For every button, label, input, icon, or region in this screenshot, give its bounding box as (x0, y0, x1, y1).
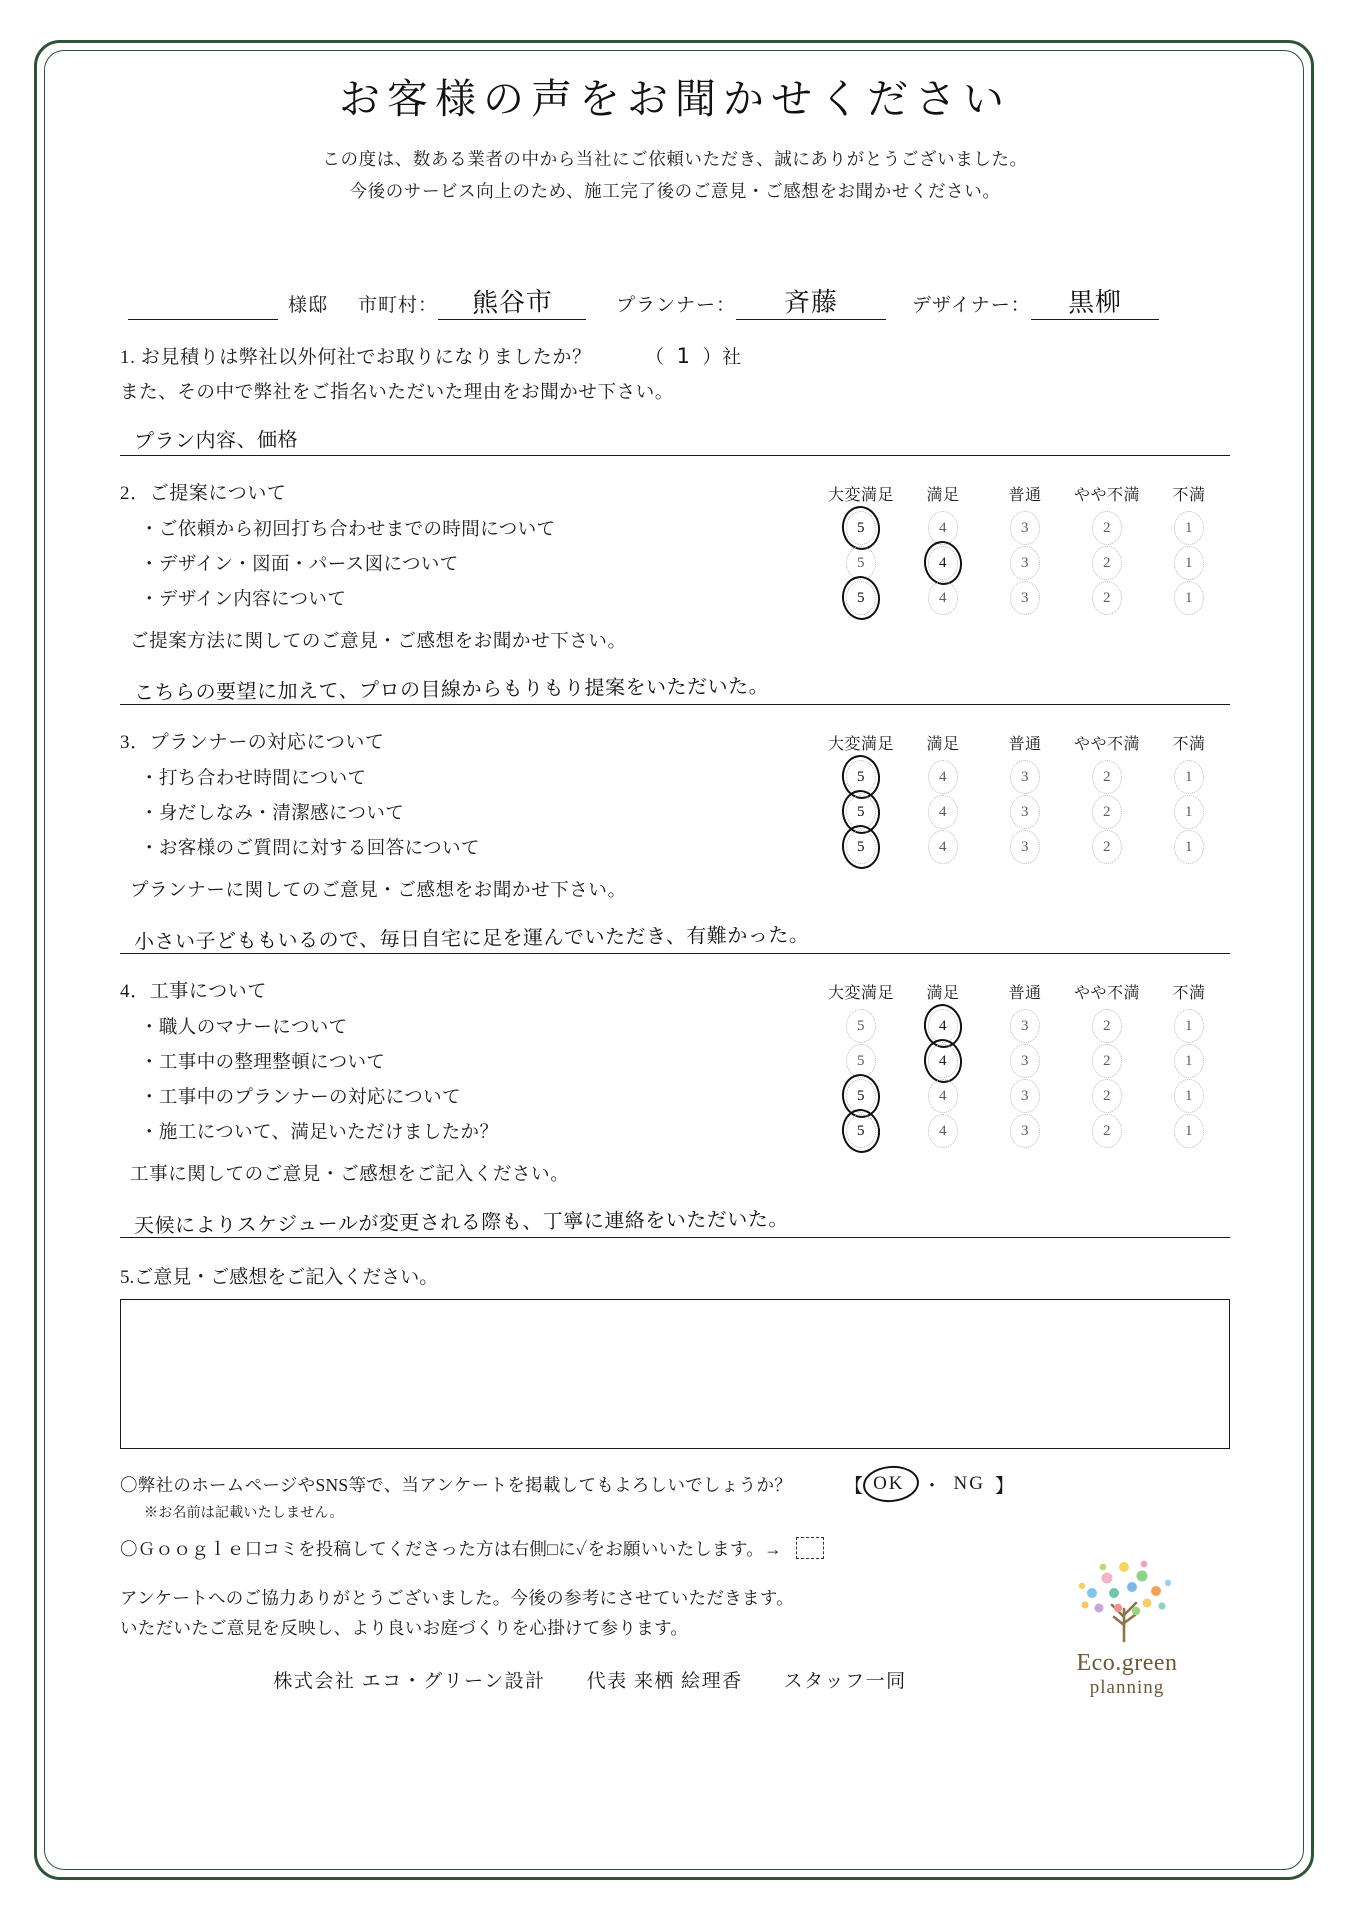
rating-option-4[interactable]: 4 (902, 1114, 984, 1148)
publish-option-ok[interactable] (865, 1473, 912, 1495)
table-row (120, 1114, 1230, 1149)
city-input[interactable] (438, 282, 586, 320)
rating-option-3[interactable]: 3 (984, 1079, 1066, 1113)
table-row (120, 1079, 1230, 1114)
rating-option-5[interactable]: 5 (820, 546, 902, 580)
city-value: 熊谷市 (471, 286, 553, 319)
question-4-scale-headers (820, 980, 1230, 1003)
question-3-row-1-label: ・身だしなみ・清潔感について (140, 804, 405, 825)
form-footer (120, 1471, 1230, 1698)
rating-option-5[interactable]: 5 (820, 1079, 902, 1113)
google-review-label: 〇Ｇｏｏｇｌｅ口コミを投稿してくださった方は右側□に✓をお願いいたします。→ (120, 1538, 782, 1559)
scale-header-4: 不満 (1172, 735, 1206, 753)
publish-consent-label: 〇弊社のホームページやSNS等で、当アンケートを掲載してもよろしいでしょうか？ (120, 1474, 793, 1495)
rating-option-5[interactable]: 5 (820, 1044, 902, 1078)
question-4-answer-input[interactable] (120, 1194, 1230, 1238)
rating-option-4[interactable]: 4 (902, 830, 984, 864)
rating-option-2[interactable]: 2 (1066, 760, 1148, 794)
rating-option-1[interactable]: 1 (1148, 1114, 1230, 1148)
paren-open: （ (644, 346, 665, 368)
rating-option-1[interactable]: 1 (1148, 511, 1230, 545)
rating-option-1[interactable]: 1 (1148, 1009, 1230, 1043)
company-signature: 株式会社 エコ・グリーン設計 代表 来栖 絵理香 スタッフ一同 (273, 1671, 907, 1692)
question-5-textarea[interactable] (120, 1299, 1230, 1449)
question-4-answer-value: 天候によりスケジュールが変更される際も、丁寧に連絡をいただいた。 (133, 1206, 789, 1238)
question-3-row-2-label: ・お客様のご質問に対する回答について (140, 839, 480, 860)
question-2 (120, 478, 1230, 705)
google-review-checkbox[interactable] (796, 1537, 824, 1559)
rating-option-4[interactable]: 4 (902, 1009, 984, 1043)
scale-header-1: 満足 (926, 735, 960, 753)
rating-option-2[interactable]: 2 (1066, 511, 1148, 545)
scale-header-2: 普通 (1008, 984, 1042, 1002)
question-3-prompt: プランナーに関してのご意見・ご感想をお聞かせ下さい。 (130, 880, 627, 901)
question-3-row-2-options (820, 830, 1230, 864)
planner-field[interactable] (616, 282, 886, 320)
rating-option-4[interactable]: 4 (902, 795, 984, 829)
rating-option-3[interactable]: 3 (984, 795, 1066, 829)
question-2-row-0-label: ・ご依頼から初回打ち合わせまでの時間について (140, 520, 556, 541)
rating-option-4[interactable]: 4 (902, 511, 984, 545)
logo-name-line-1: Eco.green (1076, 1650, 1178, 1676)
question-5-title: 5.ご意見・ご感想をご記入ください。 (120, 1266, 439, 1288)
table-row (120, 830, 1230, 865)
question-3-row-0-label: ・打ち合わせ時間について (140, 769, 367, 790)
rating-option-2[interactable]: 2 (1066, 1009, 1148, 1043)
scale-header-2: 普通 (1008, 735, 1042, 753)
rating-option-3[interactable]: 3 (984, 1009, 1066, 1043)
choice-separator: ・ (922, 1475, 944, 1497)
question-1-line-2: また、その中で弊社をご指名いただいた理由をお聞かせ下さい。 (120, 382, 674, 403)
scale-header-3: やや不満 (1073, 486, 1140, 504)
rating-option-2[interactable]: 2 (1066, 830, 1148, 864)
rating-option-1[interactable]: 1 (1148, 795, 1230, 829)
question-4-row-1-label: ・工事中の整理整頓について (140, 1053, 386, 1074)
subtitle-line-2: 今後のサービス向上のため、施工完了後のご意見・ご感想をお聞かせください。 (349, 181, 1001, 202)
publish-consent-note: ※お名前は記載いたしません。 (144, 1505, 344, 1521)
logo-name-line-2: planning (1089, 1677, 1165, 1698)
scale-header-0: 大変満足 (827, 735, 894, 753)
publish-option-ok-label: OK (873, 1473, 905, 1495)
customer-name-field[interactable] (128, 290, 328, 320)
rating-option-4[interactable]: 4 (902, 546, 984, 580)
question-4-title: 4．工事について (120, 980, 267, 1002)
city-field[interactable] (358, 282, 586, 320)
question-3-row-0-options (820, 760, 1230, 794)
question-1-count[interactable] (597, 343, 742, 368)
question-1-answer-input[interactable] (120, 412, 1230, 456)
table-row (120, 581, 1230, 616)
publish-consent-row (120, 1471, 1230, 1498)
table-row (120, 546, 1230, 581)
rating-option-2[interactable]: 2 (1066, 546, 1148, 580)
rating-option-5[interactable]: 5 (820, 795, 902, 829)
rating-option-2[interactable]: 2 (1066, 1114, 1148, 1148)
question-4-row-3-label: ・施工について、満足いただけましたか？ (140, 1123, 499, 1144)
question-2-row-2-options (820, 581, 1230, 615)
question-1-text: 1. お見積りは弊社以外何社でお取りになりましたか？ (120, 346, 592, 368)
question-2-row-1-label: ・デザイン・図面・パース図について (140, 555, 459, 576)
question-2-scale-headers (820, 482, 1230, 505)
tree-icon (1052, 1553, 1202, 1645)
rating-option-2[interactable]: 2 (1066, 581, 1148, 615)
planner-input[interactable] (736, 282, 886, 320)
scale-header-1: 満足 (926, 486, 960, 504)
bracket-open: 【 (844, 1475, 866, 1497)
question-1-answer-value: プラン内容、価格 (133, 426, 299, 453)
question-1-line-1 (120, 342, 1230, 369)
rating-option-3[interactable]: 3 (984, 511, 1066, 545)
rating-option-5[interactable]: 5 (820, 581, 902, 615)
question-2-answer-value: こちらの要望に加えて、プロの目線からもりもり提案をいただいた。 (133, 673, 770, 705)
rating-option-4[interactable]: 4 (902, 1044, 984, 1078)
question-2-row-1-options (820, 546, 1230, 580)
question-2-answer-input[interactable] (120, 661, 1230, 705)
planner-label: プランナー： (616, 294, 737, 316)
scale-header-3: やや不満 (1073, 735, 1140, 753)
question-3 (120, 727, 1230, 954)
table-row (120, 1044, 1230, 1079)
question-4-prompt: 工事に関してのご意見・ご感想をご記入ください。 (130, 1164, 570, 1185)
question-4-row-3-options (820, 1114, 1230, 1148)
company-logo (1034, 1553, 1220, 1699)
question-2-row-0-options (820, 511, 1230, 545)
question-3-title: 3．プランナーの対応について (120, 731, 385, 753)
table-row (120, 1009, 1230, 1044)
bracket-close: 】 (995, 1475, 1017, 1497)
rating-option-1[interactable]: 1 (1148, 760, 1230, 794)
rating-option-5[interactable]: 5 (820, 1114, 902, 1148)
rating-option-3[interactable]: 3 (984, 1114, 1066, 1148)
question-4-row-2-label: ・工事中のプランナーの対応について (140, 1088, 461, 1109)
question-4-row-1-options (820, 1044, 1230, 1078)
paren-close-unit: ）社 (702, 346, 742, 368)
table-row (120, 795, 1230, 830)
question-2-row-2-label: ・デザイン内容について (140, 590, 347, 611)
rating-option-4[interactable]: 4 (902, 1079, 984, 1113)
thanks-line-1: アンケートへのご協力ありがとうございました。今後の参考にさせていただきます。 (120, 1587, 794, 1608)
rating-option-5[interactable]: 5 (820, 511, 902, 545)
city-label: 市町村： (358, 294, 439, 316)
question-3-answer-value: 小さい子どももいるので、毎日自宅に足を運んでいただき、有難かった。 (133, 922, 810, 954)
designer-input[interactable] (1031, 282, 1159, 320)
rating-option-4[interactable]: 4 (902, 760, 984, 794)
question-4-rows (120, 1009, 1230, 1149)
scale-header-3: やや不満 (1073, 984, 1140, 1002)
publish-option-ng-label: NG (953, 1473, 985, 1495)
rating-option-1[interactable]: 1 (1148, 546, 1230, 580)
question-4-row-0-options (820, 1009, 1230, 1043)
rating-option-5[interactable]: 5 (820, 760, 902, 794)
question-3-row-1-options (820, 795, 1230, 829)
publish-option-ng[interactable] (954, 1473, 985, 1495)
rating-option-3[interactable]: 3 (984, 760, 1066, 794)
rating-option-2[interactable]: 2 (1066, 1079, 1148, 1113)
rating-option-3[interactable]: 3 (984, 546, 1066, 580)
scale-header-0: 大変満足 (827, 984, 894, 1002)
rating-option-1[interactable]: 1 (1148, 1044, 1230, 1078)
rating-option-1[interactable]: 1 (1148, 581, 1230, 615)
question-3-rows (120, 760, 1230, 865)
question-4-row-0-label: ・職人のマナーについて (140, 1018, 348, 1039)
question-2-title: 2．ご提案について (120, 482, 287, 504)
scale-header-0: 大変満足 (827, 486, 894, 504)
question-2-rows (120, 511, 1230, 616)
table-row (120, 511, 1230, 546)
rating-option-3[interactable]: 3 (984, 581, 1066, 615)
question-3-answer-input[interactable] (120, 910, 1230, 954)
page-title: お客様の声をお聞かせください (339, 75, 1011, 123)
scale-header-4: 不満 (1172, 984, 1206, 1002)
rating-option-1[interactable]: 1 (1148, 1079, 1230, 1113)
thanks-line-2: いただいたご意見を反映し、より良いお庭づくりを心掛けて参ります。 (120, 1618, 689, 1639)
rating-option-5[interactable]: 5 (820, 830, 902, 864)
rating-option-4[interactable]: 4 (902, 581, 984, 615)
rating-option-3[interactable]: 3 (984, 1044, 1066, 1078)
question-1-count-value: 1 (676, 343, 691, 368)
designer-label: デザイナー： (912, 294, 1031, 316)
rating-option-2[interactable]: 2 (1066, 795, 1148, 829)
rating-option-2[interactable]: 2 (1066, 1044, 1148, 1078)
question-3-scale-headers (820, 731, 1230, 754)
question-1 (120, 342, 1230, 456)
question-4-row-2-options (820, 1079, 1230, 1113)
rating-option-1[interactable]: 1 (1148, 830, 1230, 864)
designer-value: 黒柳 (1067, 287, 1123, 319)
question-4 (120, 976, 1230, 1238)
scale-header-4: 不満 (1172, 486, 1206, 504)
scale-header-2: 普通 (1008, 486, 1042, 504)
rating-option-3[interactable]: 3 (984, 830, 1066, 864)
table-row (120, 760, 1230, 795)
subtitle-line-1: この度は、数ある業者の中から当社にご依頼いただき、誠にありがとうございました。 (322, 149, 1028, 169)
rating-option-5[interactable]: 5 (820, 1009, 902, 1043)
customer-name-input[interactable] (128, 290, 278, 320)
planner-value: 斉藤 (783, 287, 839, 319)
scale-header-1: 満足 (926, 984, 960, 1002)
survey-form (120, 66, 1230, 1698)
customer-info-row (120, 282, 1230, 320)
customer-name-suffix: 様邸 (288, 294, 329, 316)
question-2-prompt: ご提案方法に関してのご意見・ご感想をお聞かせ下さい。 (130, 631, 627, 652)
publish-consent-choice[interactable] (844, 1471, 1016, 1498)
designer-field[interactable] (912, 282, 1159, 320)
